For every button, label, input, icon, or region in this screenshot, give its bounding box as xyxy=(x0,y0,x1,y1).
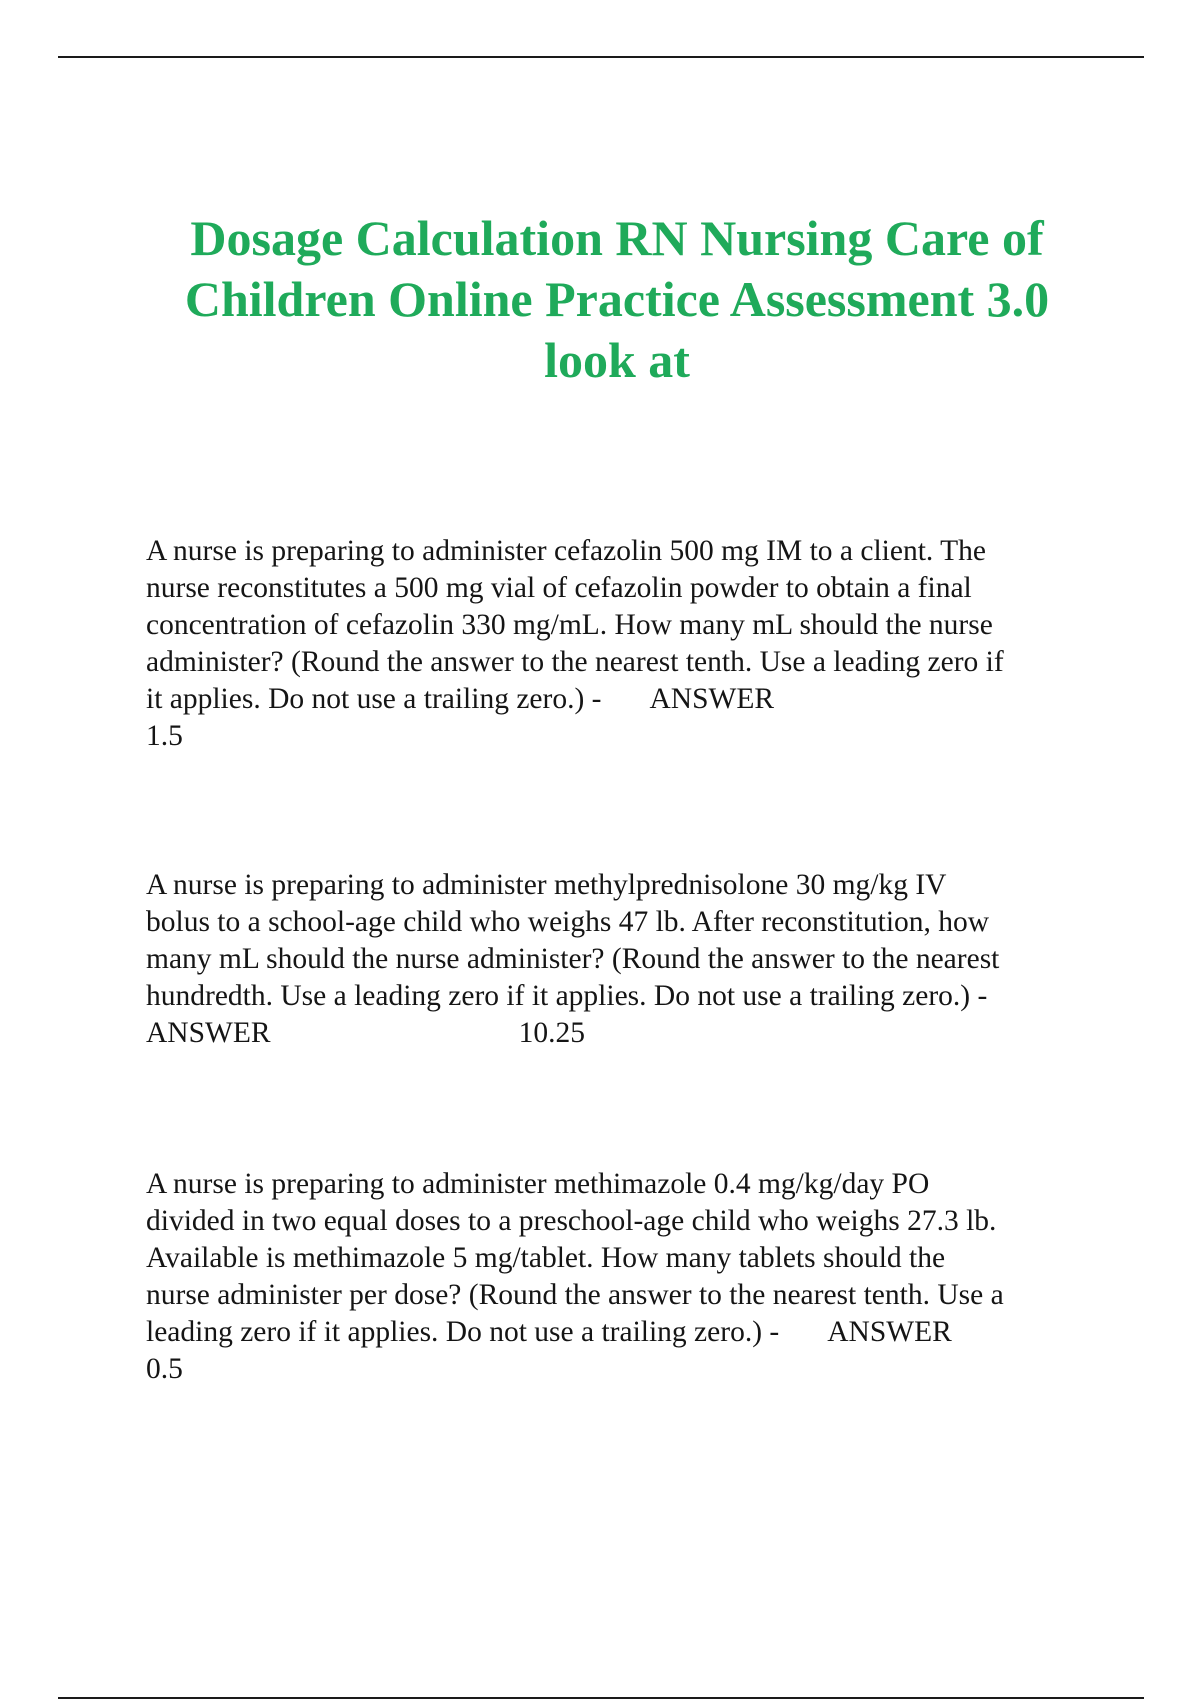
title-line: look at xyxy=(544,332,690,388)
answer-row xyxy=(146,1015,1106,1052)
title-line: Children Online Practice Assessment 3.0 xyxy=(184,271,1050,327)
question-line: nurse administer per dose? (Round the answer to the nearest tenth. Use a xyxy=(146,1279,1004,1311)
question-line-with-answer-label xyxy=(146,681,1106,718)
page-title xyxy=(120,208,1114,391)
question-line: A nurse is preparing to administer methylprednisolone 30 mg/kg IV xyxy=(146,869,947,901)
question-line: leading zero if it applies. Do not use a trailing zero.) - xyxy=(146,1316,780,1348)
answer-label: ANSWER xyxy=(827,1316,952,1348)
question-line-with-answer-label xyxy=(146,1314,1106,1351)
question-block-1 xyxy=(146,533,1106,755)
question-line: hundredth. Use a leading zero if it applies. Do not use a trailing zero.) - xyxy=(146,980,988,1012)
question-line: divided in two equal doses to a preschool-age child who weighs 27.3 lb. xyxy=(146,1205,997,1237)
question-block-3 xyxy=(146,1166,1106,1388)
question-line: A nurse is preparing to administer cefazolin 500 mg IM to a client. The xyxy=(146,535,986,567)
question-line: A nurse is preparing to administer methimazole 0.4 mg/kg/day PO xyxy=(146,1168,930,1200)
answer-value: 1.5 xyxy=(146,720,183,752)
top-rule xyxy=(58,56,1144,58)
question-line: administer? (Round the answer to the nearest tenth. Use a leading zero if xyxy=(146,646,1004,678)
answer-label: ANSWER xyxy=(146,1017,271,1049)
answer-label: ANSWER xyxy=(649,683,775,715)
answer-value: 10.25 xyxy=(518,1017,585,1049)
question-line: it applies. Do not use a trailing zero.) - xyxy=(146,683,602,715)
question-line: concentration of cefazolin 330 mg/mL. How many mL should the nurse xyxy=(146,609,993,641)
question-line: many mL should the nurse administer? (Round the answer to the nearest xyxy=(146,943,1000,975)
answer-value: 0.5 xyxy=(146,1353,183,1385)
bottom-rule xyxy=(58,1697,1144,1699)
question-line: nurse reconstitutes a 500 mg vial of cefazolin powder to obtain a final xyxy=(146,572,972,604)
title-line: Dosage Calculation RN Nursing Care of xyxy=(190,210,1044,266)
question-block-2 xyxy=(146,867,1106,1052)
question-line: Available is methimazole 5 mg/tablet. How many tablets should the xyxy=(146,1242,946,1274)
question-line: bolus to a school-age child who weighs 47 lb. After reconstitution, how xyxy=(146,906,990,938)
